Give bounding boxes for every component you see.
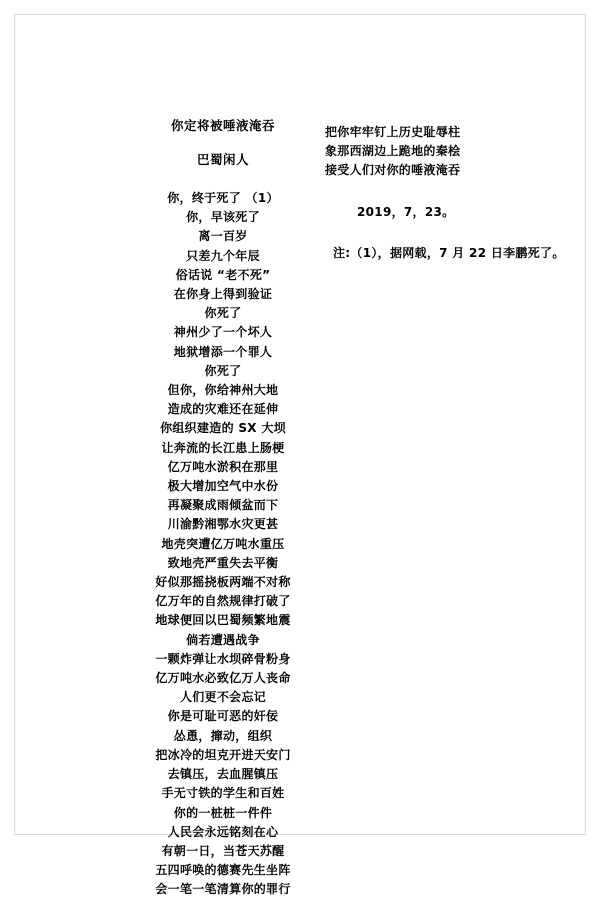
poem-line: 致地壳严重失去平衡 — [167, 555, 279, 570]
poem-line: 倘若遭遇战争 — [186, 632, 260, 647]
poem-line: 你死了 — [204, 363, 242, 378]
poem-line: 把冰冷的坦克开进天安门 — [155, 747, 291, 762]
poem-line: 你的一桩桩一件件 — [173, 805, 273, 820]
poem-line: 好似那摇挠板两端不对称 — [155, 575, 291, 590]
poem-line: 接受人们对你的唾液淹吞 — [325, 163, 461, 178]
poem-line: 怂恿，撺动，组织 — [173, 728, 273, 743]
poem-line: 你是可耻可恶的奸佞 — [167, 709, 279, 724]
poem-line: 神州少了一个坏人 — [173, 325, 273, 340]
poem-line: 离一百岁 — [198, 229, 248, 244]
poem-line: 地狱增添一个罪人 — [173, 344, 273, 359]
poem-line: 俗话说 “老不死” — [175, 267, 271, 282]
poem-line: 有朝一日，当苍天苏醒 — [161, 843, 285, 858]
poem-line: 人们更不会忘记 — [179, 690, 267, 705]
poem-line: 地壳突遭亿万吨水重压 — [161, 536, 285, 551]
poem-line: 你组织建造的 SX 大坝 — [160, 421, 286, 436]
poem-line: 一颗炸弹让水坝碎骨粉身 — [155, 651, 291, 666]
document-page — [14, 14, 586, 897]
poem-line: 亿万年的自然规律打破了 — [155, 594, 291, 609]
left-column — [123, 115, 323, 900]
poem-line: 你，早该死了 — [186, 210, 260, 225]
right-column — [325, 123, 575, 263]
poem-line: 五四呼唤的德赛先生坐阵 — [155, 863, 291, 878]
poem-line: 再凝聚成雨倾盆而下 — [167, 498, 279, 513]
poem-line: 你，终于死了 （1） — [167, 191, 279, 205]
poem-line: 亿万吨水必致亿万人丧命 — [155, 671, 291, 686]
poem-line: 手无寸铁的学生和百姓 — [161, 786, 285, 801]
poem-line: 把你牢牢钉上历史耻辱柱 — [325, 125, 461, 139]
author-name: 巴蜀闲人 — [196, 152, 249, 167]
poem-line: 让奔流的长江患上肠梗 — [161, 440, 285, 455]
poem-line: 但你，你给神州大地 — [167, 383, 279, 398]
footnote: 注:（1），据网载，7 月 22 日李鹏死了。 — [333, 245, 565, 260]
page-title: 你定将被唾液淹吞 — [170, 118, 275, 133]
document-content — [15, 15, 585, 897]
poem-line: 极大增加空气中水份 — [167, 479, 279, 494]
poem-line: 在你身上得到验证 — [173, 287, 273, 302]
poem-line: 去镇压，去血腥镇压 — [167, 767, 279, 782]
poem-line: 川渝黔湘鄂水灾更甚 — [167, 517, 279, 532]
poem-line: 你死了 — [204, 306, 242, 321]
poem-line: 象那西湖边上跪地的秦桧 — [325, 144, 461, 159]
poem-body-left — [123, 189, 323, 900]
poem-line: 亿万吨水淤积在那里 — [167, 459, 279, 474]
poem-line: 造成的灾难还在延伸 — [167, 402, 279, 417]
date-line: 2019，7，23。 — [357, 204, 455, 219]
poem-line: 地球便回以巴蜀频繁地震 — [155, 613, 291, 628]
poem-line: 只差九个年辰 — [186, 248, 260, 263]
poem-line: 人民会永远铭刻在心 — [167, 824, 279, 839]
poem-line: 会一笔一笔清算你的罪行 — [155, 882, 291, 897]
